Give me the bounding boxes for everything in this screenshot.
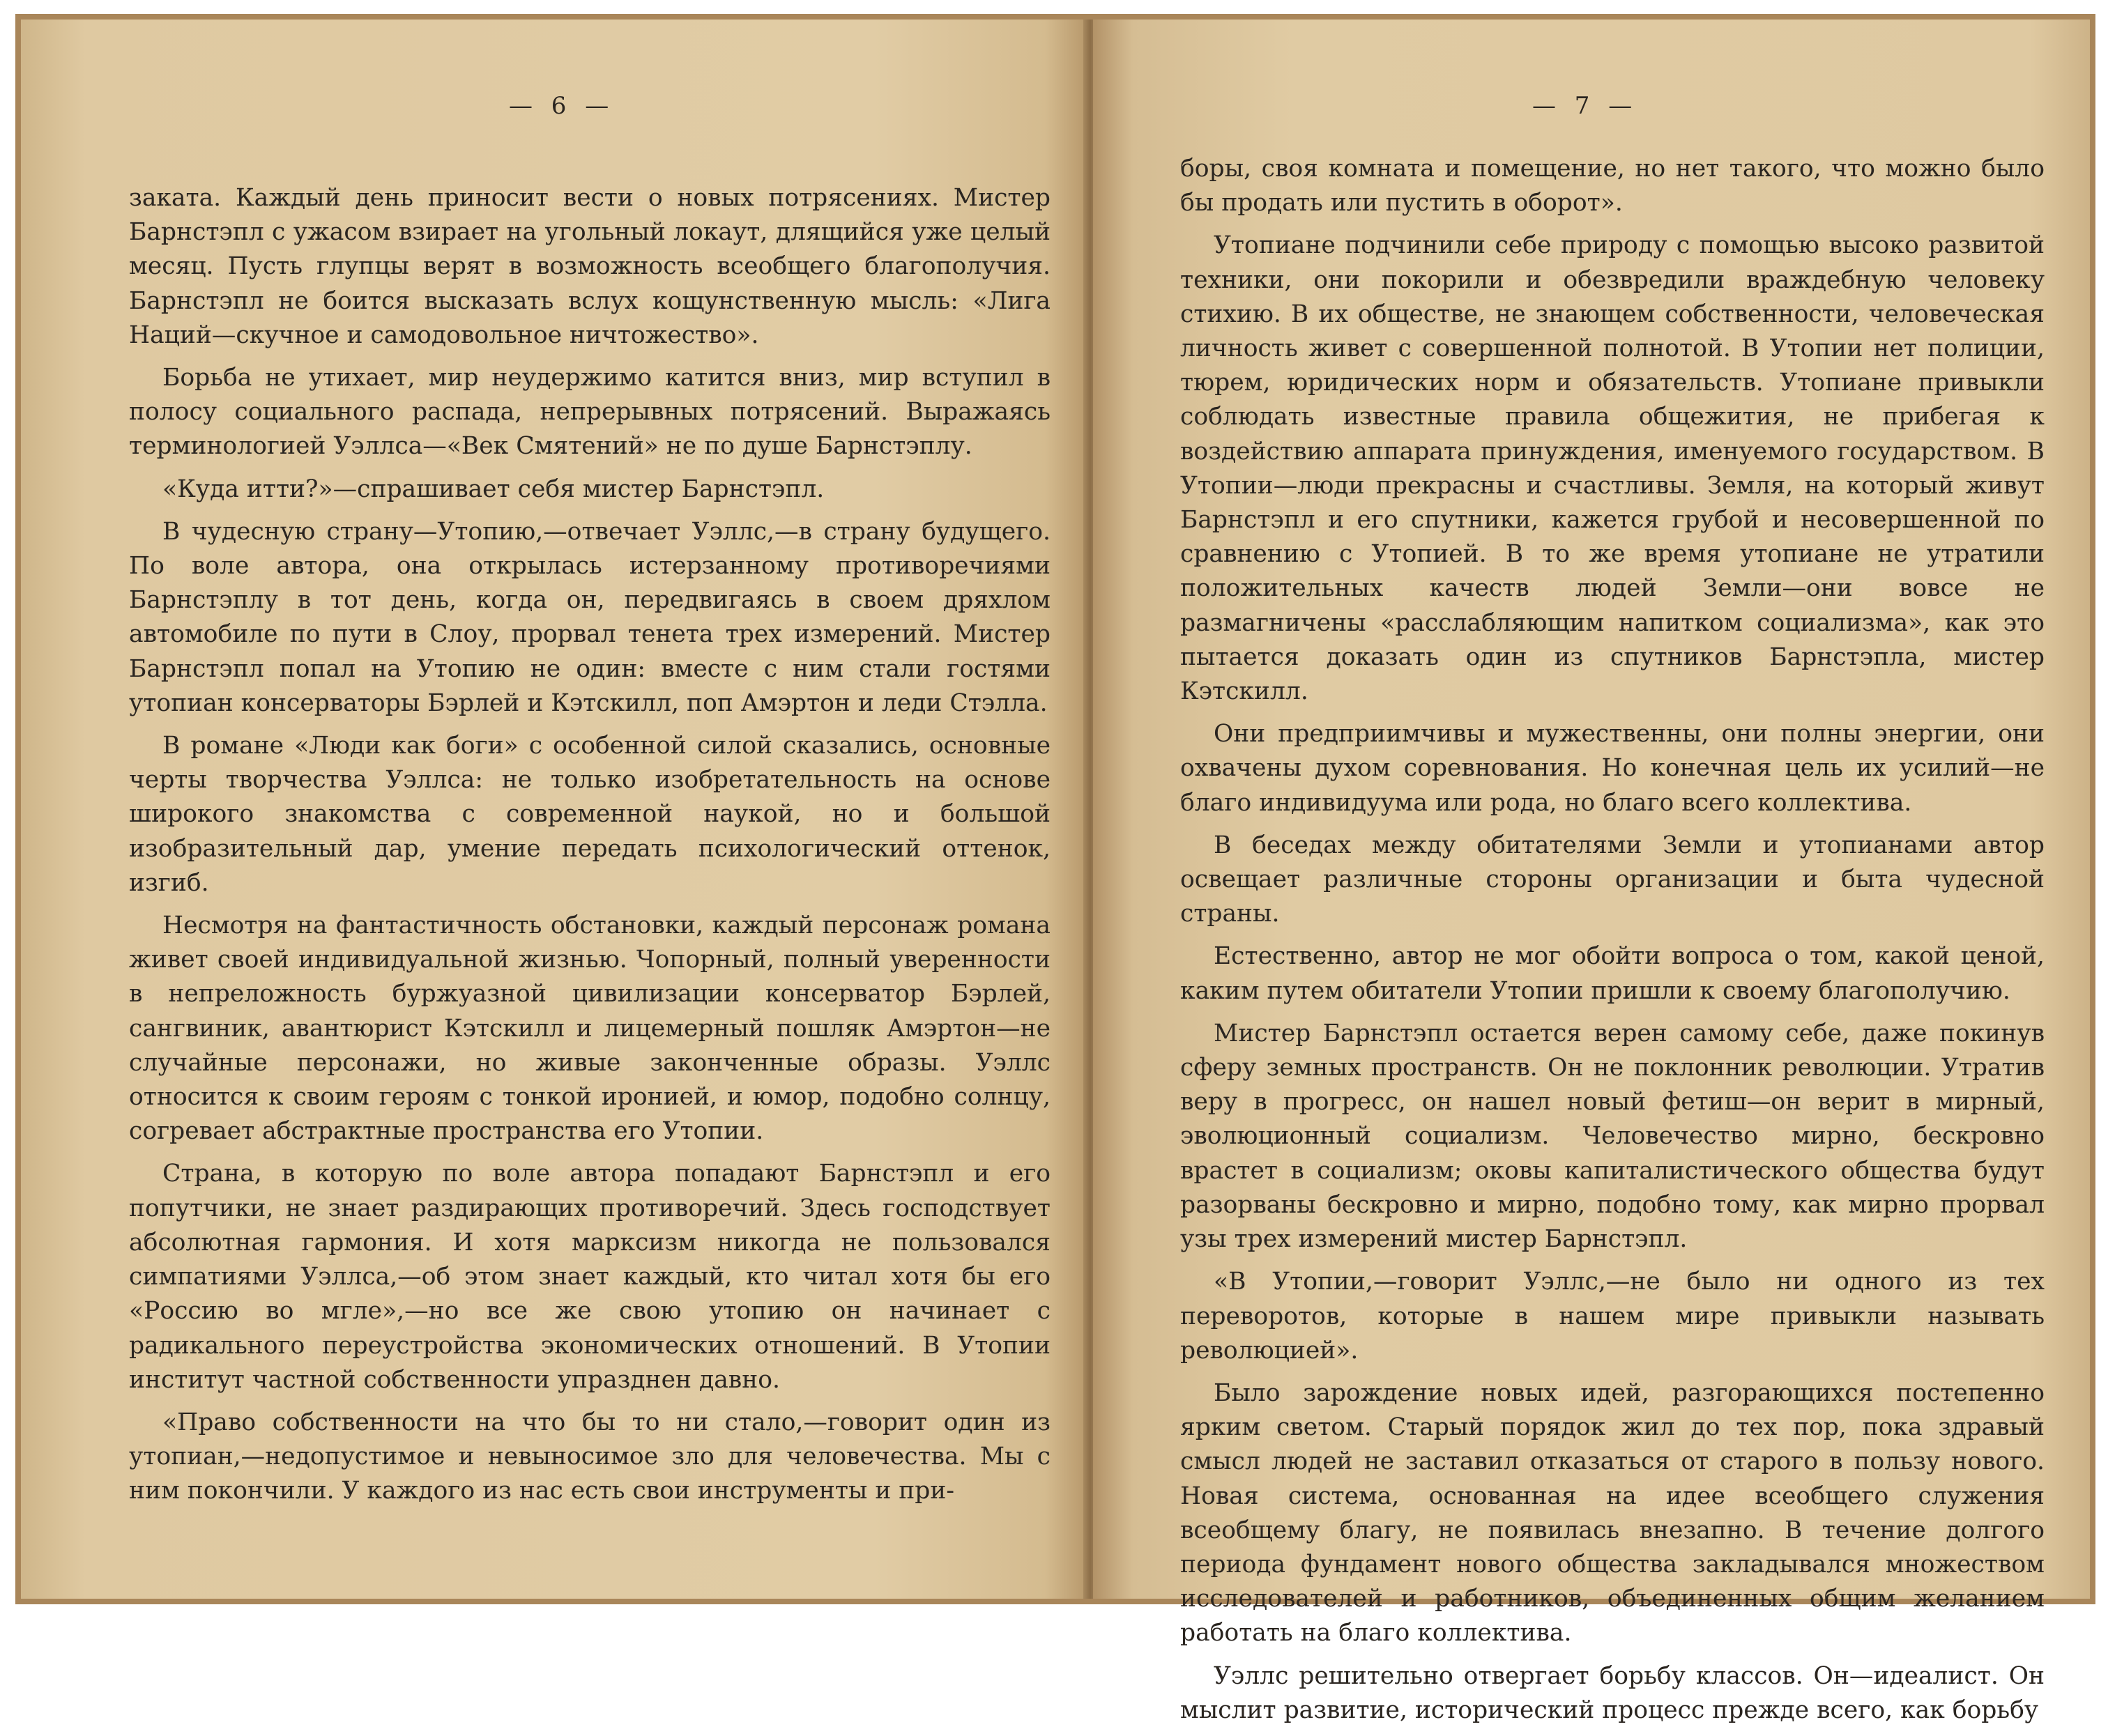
paragraph: Они предприимчивы и мужественны, они полны энергии, они охвачены духом соревнования. Но конечная цель их усилий—не благо индивидуума или рода, но благо всего коллектива. [1180, 720, 2045, 817]
left-page [21, 20, 1087, 1599]
right-page [1093, 20, 2090, 1724]
paragraph: Уэллс решительно отвергает борьбу классов. Он—идеалист. Он мыслит развитие, исторический процесс прежде всего, как борьбу [1180, 1661, 2045, 1724]
paragraph: Было зарождение новых идей, разгорающихся постепенно ярким светом. Старый порядок жил до тех пор, пока здравый смысл людей не заставил отказаться от старого в пользу нового. Новая система, основанная на идее всеобщего служения всеобщему благу, не появилась внезапно. В течение долгого периода фундамент нового общества закладывался множеством исследователей и работников, объединенных общим желанием работать на благо коллектива. [1180, 1378, 2045, 1647]
page-text [129, 181, 1051, 1517]
paragraph: В чудесную страну—Утопию,—отвечает Уэллс,—в страну будущего. По воле автора, она открылась истерзанному противоречиями Барнстэплу в тот день, когда он, передвигаясь в своем дряхлом автомобиле по пути в Слоу, прорвал тенета трех измерений. Мистер Барнстэпл попал на Утопию не один: вместе с ним стали гостями утопиан консерваторы Бэрлей и Кэтскилл, поп Амэртон и леди Стэлла. [129, 517, 1051, 717]
paragraph: «Право собственности на что бы то ни стало,—говорит один из утопиан,—недопустимое и невыносимое зло для человечества. Мы с ним покончили. У каждого из нас есть свои инструменты и при- [129, 1408, 1051, 1505]
paragraph: Несмотря на фантастичность обстановки, каждый персонаж романа живет своей индивидуальной жизнью. Чопорный, полный уверенности в непреложность буржуазной цивилизации консерватор Бэрлей, сангвиник, авантюрист Кэтскилл и лицемерный пошляк Амэртон—не случайные персонажи, но живые законченные образы. Уэллс относится к своим героям с тонкой иронией, и юмор, подобно солнцу, согревает абстрактные пространства его Утопии. [129, 912, 1051, 1146]
page-number: — 7 — [1532, 92, 1638, 120]
paragraph: Утопиане подчинили себе природу с помощью высоко развитой техники, они покорили и обезвредили враждебную человеку стихию. В их обществе, не знающем собственности, человеческая личность живет с совершенной полнотой. В Утопии нет полиции, тюрем, юридических норм и обязательств. Утопиане привыкли соблюдать известные правила общежития, не прибегая к воздействию аппарата принуждения, именуемого государством. В Утопии—люди прекрасны и счастливы. Земля, на который живут Барнстэпл и его спутники, кажется грубой и несовершенной по сравнению с Утопией. В то же время утопиане не утратили положительных качеств людей Земли—они вовсе не размагничены «расслабляющим напитком социализма», как это пытается доказать один из спутников Барнстэпла, мистер Кэтскилл. [1180, 231, 2045, 706]
paragraph: В беседах между обитателями Земли и утопианами автор освещает различные стороны организации и быта чудесной страны. [1180, 831, 2045, 928]
paragraph: «Куда итти?»—спрашивает себя мистер Барнстэпл. [162, 475, 825, 503]
page-number: — 6 — [509, 92, 615, 120]
paragraph: боры, своя комната и помещение, но нет такого, что можно было бы продать или пустить в оборот». [1180, 155, 2045, 217]
paragraph: В романе «Люди как боги» с особенной силой сказались, основные черты творчества Уэллса: не только изобретательность на основе широкого знакомства с современной наукой, но и большой изобразительный дар, умение передать психологический оттенок, изгиб. [129, 732, 1051, 897]
paragraph: Борьба не утихает, мир неудержимо катится вниз, мир вступил в полосу социального распада, непрерывных потрясений. Выражаясь терминологией Уэллса—«Век Смятений» не по душе Барнстэплу. [129, 364, 1051, 461]
book-spread [15, 14, 2095, 1724]
paragraph: Страна, в которую по воле автора попадают Барнстэпл и его попутчики, не знает раздирающих противоречий. Здесь господствует абсолютная гармония. И хотя марксизм никогда не пользовался симпатиями Уэллса,—об этом знает каждый, кто читал хотя бы его «Россию во мгле»,—но все же свою утопию он начинает с радикального переустройства экономических отношений. В Утопии институт частной собственности упразднен давно. [129, 1160, 1051, 1394]
page-text [1180, 152, 2045, 1736]
paragraph: Мистер Барнстэпл остается верен самому себе, даже покинув сферу земных пространств. Он не поклонник революции. Утратив веру в прогресс, он нашел новый фетиш—он верит в мирный, эволюционный социализм. Человечество мирно, бескровно врастет в социализм; оковы капиталистического общества будут разорваны бескровно и мирно, подобно тому, как мирно прорвал узы трех измерений мистер Барнстэпл. [1180, 1019, 2045, 1254]
paragraph: «В Утопии,—говорит Уэллс,—не было ни одного из тех переворотов, которые в нашем мире привыкли называть революцией». [1180, 1268, 2045, 1365]
paragraph: заката. Каждый день приносит вести о новых потрясениях. Мистер Барнстэпл с ужасом взирает на угольный локаут, длящийся уже целый месяц. Пусть глупцы верят в возможность всеобщего благополучия. Барнстэпл не боится высказать вслух кощунственную мысль: «Лига Наций—скучное и самодовольное ничтожество». [129, 184, 1051, 349]
paragraph: Естественно, автор не мог обойти вопроса о том, какой ценой, каким путем обитатели Утопии пришли к своему благополучию. [1180, 942, 2045, 1005]
